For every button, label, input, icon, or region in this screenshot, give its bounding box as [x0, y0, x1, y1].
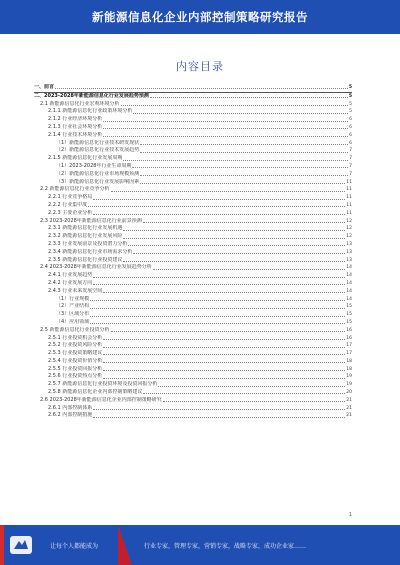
toc-leader-dots: [103, 347, 345, 348]
toc-entry[interactable]: [34, 233, 352, 241]
toc-entry-page: 12: [346, 234, 352, 240]
toc-leader-dots: [123, 261, 345, 262]
toc-leader-dots: [111, 191, 346, 192]
report-title: 新能源信息化企业内部控制策略研究报告: [92, 10, 308, 24]
toc-entry-page: 13: [346, 249, 352, 255]
toc-leader-dots: [103, 121, 348, 122]
toc-entry-page: 21: [346, 413, 352, 419]
toc-entry-page: 5: [348, 93, 352, 99]
toc-leader-dots: [103, 128, 348, 129]
toc-entry-label: 2.6 2023-2028年新能源信息化企业内部控制策略研究: [40, 396, 162, 403]
toc-entry[interactable]: [34, 140, 352, 148]
toc-leader-dots: [103, 354, 345, 355]
toc-entry-label: 2.1.3 行业社会环境分析: [48, 123, 103, 130]
toc-entry[interactable]: [34, 280, 352, 288]
toc-leader-dots: [128, 245, 345, 246]
toc-entry[interactable]: [34, 218, 352, 226]
toc-entry-page: 14: [346, 280, 352, 286]
toc-entry-label: 2.3 2023-2028年新能源信息化行业前景预测: [40, 217, 142, 224]
toc-entry[interactable]: [34, 116, 352, 124]
toc-entry-label: 2.5.3 行业投资策略建议: [48, 350, 103, 357]
toc-entry-page: 5: [349, 101, 352, 107]
toc-entry[interactable]: [34, 241, 352, 249]
toc-entry-page: 6: [349, 117, 352, 123]
toc-entry[interactable]: [34, 389, 352, 397]
toc-entry-page: 11: [346, 202, 352, 208]
toc-entry[interactable]: [34, 358, 352, 366]
toc-entry-page: 18: [346, 358, 352, 364]
toc-entry-page: 6: [349, 132, 352, 138]
toc-entry-label: 2.4 2023-2028年新能源信息化行业发展趋势分析: [40, 264, 152, 271]
toc-entry[interactable]: [34, 412, 352, 420]
toc-entry-page: 11: [346, 179, 352, 185]
toc-leader-dots: [123, 238, 345, 239]
toc-entry-page: 16: [346, 327, 352, 333]
toc-entry[interactable]: [34, 186, 352, 194]
toc-entry-page: 20: [346, 390, 352, 396]
toc-entry-page: 7: [349, 148, 352, 154]
toc-entry-page: 19: [346, 374, 352, 380]
toc-entry[interactable]: [34, 272, 352, 280]
toc-entry-page: 5: [348, 85, 352, 90]
toc-entry[interactable]: [34, 264, 352, 272]
toc-entry[interactable]: [34, 179, 352, 187]
toc-leader-dots: [111, 331, 346, 332]
toc-leader-dots: [103, 292, 345, 293]
toc-entry-label: 2.6.2 内部控制措施: [48, 412, 93, 419]
toc-entry[interactable]: [34, 373, 352, 381]
toc-entry[interactable]: [34, 124, 352, 132]
toc-entry[interactable]: [34, 381, 352, 389]
toc-entry-page: 18: [346, 366, 352, 372]
toc-entry[interactable]: [34, 288, 352, 296]
toc-entry-label: （1）新能源信息化行业技术研发现状: [56, 139, 140, 146]
toc-entry-label: 2.3.2 新能源信息化行业发展风险: [48, 233, 123, 240]
toc-entry-page: 19: [346, 382, 352, 388]
toc-entry-label: 2.5.4 行业投资价值分析: [48, 357, 103, 364]
toc-entry-label: 二、2023-2028年新能源信息化行业发展趋势预测: [34, 92, 149, 99]
toc-entry-label: 2.2.2 行业集中度: [48, 201, 88, 208]
toc-entry-page: 5: [349, 109, 352, 115]
toc-heading: 内容目录: [176, 60, 224, 73]
toc-leader-dots: [103, 378, 345, 379]
toc-entry[interactable]: [34, 296, 352, 304]
toc-entry[interactable]: [34, 311, 352, 319]
toc-entry-label: （3）区域分布: [56, 311, 90, 318]
toc-leader-dots: [121, 105, 349, 106]
toc-entry[interactable]: [34, 202, 352, 210]
toc-entry[interactable]: [34, 84, 352, 93]
toc-entry[interactable]: [34, 163, 352, 171]
toc-leader-dots: [140, 175, 348, 176]
toc-leader-dots: [158, 386, 345, 387]
toc-leader-dots: [163, 401, 345, 402]
toc-leader-dots: [88, 206, 345, 207]
toc-leader-dots: [143, 222, 345, 223]
toc-entry-label: 2.1 新能源信息化行业宏观环境分析: [40, 100, 120, 107]
toc-leader-dots: [103, 136, 348, 137]
toc-leader-dots: [93, 214, 345, 215]
toc-entry-page: 13: [346, 241, 352, 247]
toc-entry[interactable]: [34, 93, 352, 101]
toc-entry-label: 2.3.1 新能源信息化行业发展机遇: [48, 225, 123, 232]
toc-entry[interactable]: [34, 342, 352, 350]
toc-entry[interactable]: [34, 257, 352, 265]
toc-entry[interactable]: [34, 303, 352, 311]
toc-entry-label: 2.3.5 新能源信息化行业投资建议: [48, 256, 123, 263]
toc-entry-label: 2.1.5 新能源信息化行业发展周期: [48, 155, 123, 162]
toc-entry-label: 2.3.4 新能源信息化行业市场需求分析: [48, 248, 133, 255]
toc-leader-dots: [123, 160, 348, 161]
toc-entry-label: （2）新能源信息化行业技术发展趋势: [56, 147, 140, 154]
toc-entry-label: 2.5 新能源信息化行业投资分析: [40, 326, 110, 333]
toc-leader-dots: [93, 417, 345, 418]
toc-leader-dots: [93, 199, 345, 200]
toc-leader-dots: [123, 230, 345, 231]
toc-leader-dots: [133, 113, 348, 114]
toc-entry-page: 7: [349, 171, 352, 177]
toc-entry-label: （2）产业结构: [56, 303, 90, 310]
toc-entry-page: 14: [346, 265, 352, 271]
toc-entry-label: （4）应用领域: [56, 318, 90, 325]
toc-entry-page: 21: [346, 405, 352, 411]
toc-leader-dots: [150, 97, 348, 98]
report-header: [0, 0, 400, 34]
toc-leader-dots: [90, 316, 345, 317]
toc-entry[interactable]: [34, 335, 352, 343]
toc-entry[interactable]: [34, 366, 352, 374]
toc-leader-dots: [140, 144, 348, 145]
toc-entry-page: 17: [346, 343, 352, 349]
toc-entry-label: （2）新能源信息化行业市场规模预测: [56, 170, 140, 177]
toc-entry-page: 16: [346, 335, 352, 341]
toc-leader-dots: [133, 253, 345, 254]
toc-entry[interactable]: [34, 194, 352, 202]
toc-entry-page: 13: [346, 257, 352, 263]
toc-entry-page: 6: [349, 140, 352, 146]
toc-leader-dots: [132, 167, 348, 168]
toc-entry[interactable]: [34, 171, 352, 179]
toc-leader-dots: [55, 88, 348, 89]
toc-entry-label: 2.1.1 新能源信息化行业政策环境分析: [48, 108, 133, 115]
toc-leader-dots: [103, 362, 345, 363]
toc-entry-page: 17: [346, 351, 352, 357]
toc-entry-label: （1）行业规模: [56, 295, 90, 302]
toc-entry-label: 2.4.3 行业未来发展空间: [48, 287, 103, 294]
toc-entry[interactable]: [34, 132, 352, 140]
toc-entry-label: （1）2023-2028年行业生命周期: [56, 162, 132, 169]
toc-entry-page: 11: [346, 210, 352, 216]
toc-entry-label: 一、前言: [34, 84, 55, 90]
toc-entry-page: 7: [349, 156, 352, 162]
toc-entry-label: 2.2.3 主要企业分析: [48, 209, 93, 216]
toc-entry[interactable]: [34, 397, 352, 405]
toc-entry-page: 11: [346, 195, 352, 201]
toc-entry[interactable]: [34, 147, 352, 155]
toc-leader-dots: [143, 393, 345, 394]
table-of-contents: [34, 84, 352, 420]
toc-leader-dots: [90, 308, 345, 309]
toc-entry[interactable]: [34, 249, 352, 257]
toc-leader-dots: [93, 284, 345, 285]
toc-entry-page: 7: [349, 163, 352, 169]
toc-entry-label: 2.6.1 内部控制体系: [48, 404, 93, 411]
toc-leader-dots: [103, 339, 345, 340]
toc-entry-label: 2.5.7 新能源信息化行业投资环境及投资回报分析: [48, 381, 158, 388]
toc-entry[interactable]: [34, 350, 352, 358]
toc-entry[interactable]: [34, 101, 352, 109]
toc-leader-dots: [140, 183, 345, 184]
toc-entry-label: 2.2 新能源信息化行业竞争分析: [40, 186, 110, 193]
toc-entry-label: 2.1.4 行业技术环境分析: [48, 131, 103, 138]
toc-entry-label: 2.1.2 行业经济环境分析: [48, 116, 103, 123]
toc-leader-dots: [90, 300, 345, 301]
page-number: 1: [348, 512, 352, 518]
logo-icon: [8, 533, 34, 557]
toc-entry-label: 2.5.1 行业投资机会分析: [48, 334, 103, 341]
toc-entry-page: 21: [346, 397, 352, 403]
toc-entry-label: 2.4.1 行业发展趋势: [48, 272, 93, 279]
toc-entry-page: 12: [346, 226, 352, 232]
toc-leader-dots: [103, 370, 345, 371]
toc-leader-dots: [93, 409, 345, 410]
toc-entry-label: 2.5.2 行业投资风险分析: [48, 342, 103, 349]
toc-entry-label: （3）新能源信息化行业发展影响因素: [56, 178, 140, 185]
toc-entry-page: 15: [346, 304, 352, 310]
footer-accent-stripe: [0, 525, 4, 565]
toc-entry-label: 2.5.8 新能源信息化企业内部控制策略建议: [48, 389, 143, 396]
toc-entry-label: 2.5.5 行业投资回报分析: [48, 365, 103, 372]
report-footer: [0, 525, 400, 565]
toc-leader-dots: [93, 277, 345, 278]
toc-entry[interactable]: [34, 405, 352, 413]
toc-entry[interactable]: [34, 327, 352, 335]
toc-entry-page: 14: [346, 288, 352, 294]
footer-slogan-right: 行业专家，管理专家，营销专家，战略专家，成功企业家……: [144, 543, 307, 550]
toc-entry-page: 11: [346, 187, 352, 193]
toc-entry[interactable]: [34, 155, 352, 163]
toc-entry-page: 14: [346, 273, 352, 279]
footer-divider: [118, 525, 132, 565]
toc-entry-page: 6: [349, 124, 352, 130]
toc-entry-label: 2.4.2 行业发展方向: [48, 279, 93, 286]
toc-entry-page: 14: [346, 296, 352, 302]
toc-leader-dots: [153, 269, 345, 270]
toc-entry[interactable]: [34, 210, 352, 218]
toc-entry[interactable]: [34, 225, 352, 233]
toc-entry-label: 2.5.6 行业投资热点分析: [48, 373, 103, 380]
footer-slogan-left: 让每个人都能成为: [50, 543, 99, 550]
toc-entry-page: 12: [346, 218, 352, 224]
toc-entry-label: 2.3.3 行业发展前景及投资潜力分析: [48, 240, 128, 247]
toc-entry-label: 2.2.1 行业竞争格局: [48, 194, 93, 201]
toc-leader-dots: [90, 323, 345, 324]
toc-entry[interactable]: [34, 319, 352, 327]
toc-entry-page: 15: [346, 312, 352, 318]
toc-entry[interactable]: [34, 108, 352, 116]
toc-entry-page: 15: [346, 319, 352, 325]
toc-leader-dots: [140, 152, 348, 153]
